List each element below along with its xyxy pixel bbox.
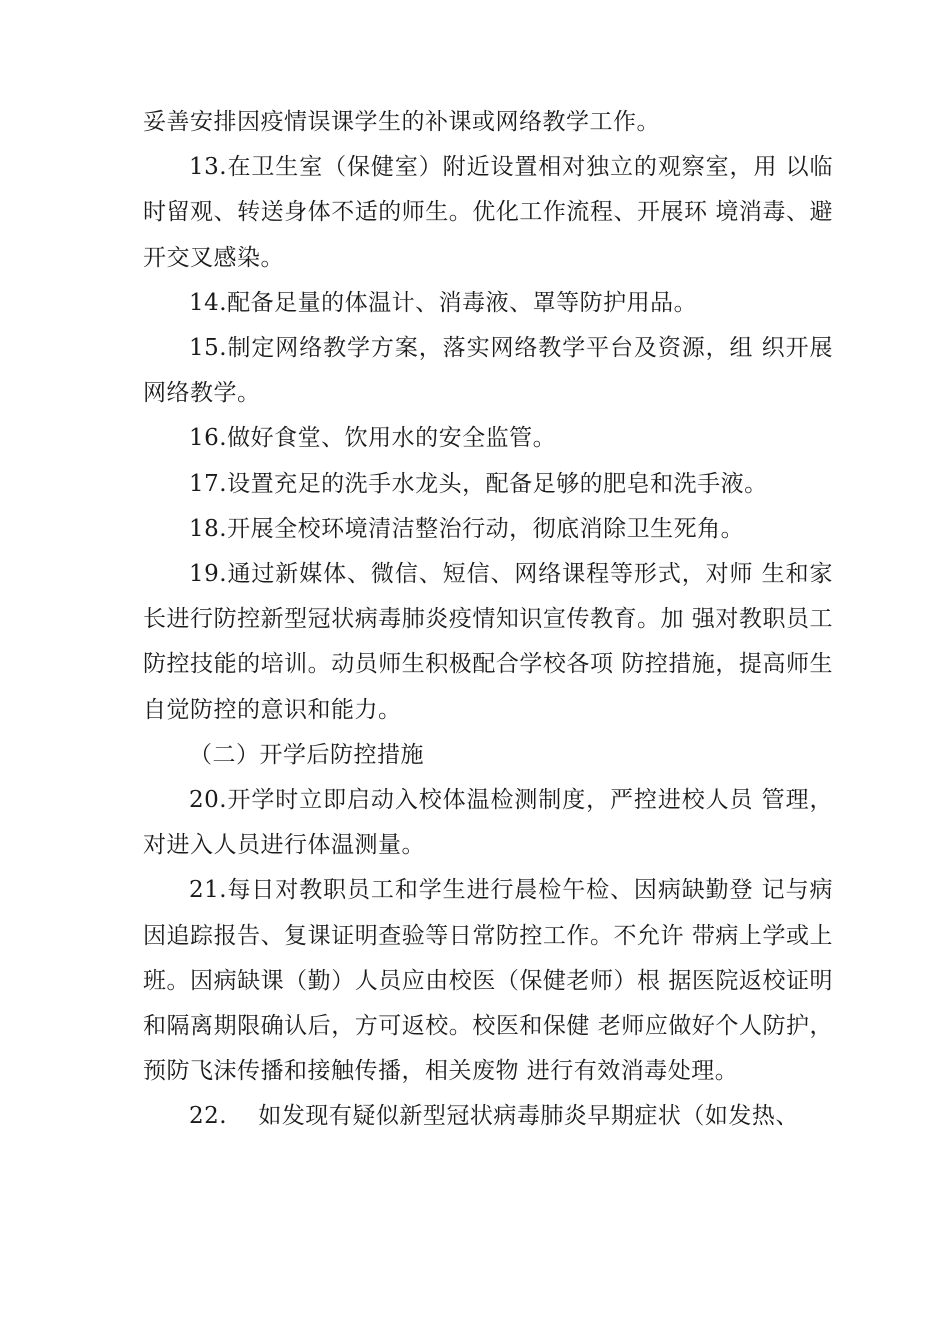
paragraph-20: 20.开学时立即启动入校体温检测制度，严控进校人员 管理，对进入人员进行体温测量。 xyxy=(143,787,833,859)
section-heading: （二）开学后防控措施 xyxy=(189,741,424,768)
document-body xyxy=(143,100,833,1140)
paragraph-continuation: 妥善安排因疫情误课学生的补课或网络教学工作。 xyxy=(143,109,660,135)
paragraph-17: 17.设置充足的洗手水龙头，配备足够的肥皂和洗手液。 xyxy=(189,470,768,497)
paragraph-22: 22. 如发现有疑似新型冠状病毒肺炎早期症状（如发热、 xyxy=(189,1103,799,1130)
paragraph-16: 16.做好食堂、饮用水的安全监管。 xyxy=(189,425,557,452)
paragraph-21: 21.每日对教职员工和学生进行晨检午检、因病缺勤登 记与病因追踪报告、复课证明查验等日常防控工作。不允许 带病上学或上班。因病缺课（勤）人员应由校医（保健老师）根 据医院返校证明和隔离期限确认后，方可返校。校医和保健 老师应做好个人防护，预防飞沫传播和接触传播，相关废物 进行有效消毒处理。 xyxy=(143,877,833,1085)
paragraph-13: 13.在卫生室（保健室）附近设置相对独立的观察室，用 以临时留观、转送身体不适的师生。优化工作流程、开展环 境消毒、避开交叉感染。 xyxy=(143,154,833,271)
paragraph-19: 19.通过新媒体、微信、短信、网络课程等形式，对师 生和家长进行防控新型冠状病毒肺炎疫情知识宣传教育。加 强对教职员工防控技能的培训。动员师生积极配合学校各项 防控措施，提高师生自觉防控的意识和能力。 xyxy=(143,561,833,723)
paragraph-14: 14.配备足量的体温计、消毒液、罩等防护用品。 xyxy=(189,289,698,316)
paragraph-18: 18.开展全校环境清洁整治行动，彻底消除卫生死角。 xyxy=(189,515,745,542)
paragraph-15: 15.制定网络教学方案，落实网络教学平台及资源，组 织开展网络教学。 xyxy=(143,335,833,407)
